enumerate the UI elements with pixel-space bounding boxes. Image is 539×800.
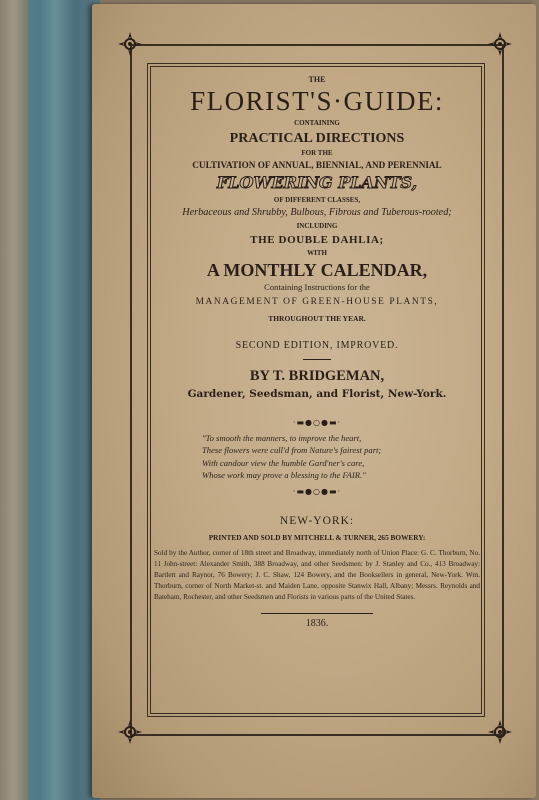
for-the-line: FOR THE (301, 149, 333, 157)
corner-ornament-icon (117, 31, 143, 57)
corner-ornament-icon (117, 719, 143, 745)
the-line: THE (308, 75, 326, 84)
throughout-year-line: THROUGHOUT THE YEAR. (268, 314, 366, 324)
different-classes-line: OF DIFFERENT CLASSES, (273, 196, 361, 205)
management-line: MANAGEMENT OF GREEN-HOUSE PLANTS, (195, 297, 439, 307)
sold-by-paragraph: Sold by the Author, corner of 18th street and Broadway, immediately north of Union Place: G. C. Thorburn, No. 11 John-street: Alexander Smith, 388 Broadway, and other Seedsmen: by J. Stanley and Co., 413 Broadway: Bartlett and Raynor, 76 Bowery; J. C. Shaw, 124 Bowery, and the Booksellers in general, New-York. Wm. Thorburn, corner of North Market-st. and Maiden Lane, opposite Stanwix Hall, Albany; Messrs. Reynolds and Bateham, Rochester, and other Seedsmen and Florists in various parts of the United States. (154, 548, 480, 602)
divider-rule (261, 613, 373, 614)
corner-ornament-icon (487, 719, 513, 745)
monthly-calendar-heading: A MONTHLY CALENDAR, (206, 260, 428, 281)
city-line: NEW-YORK: (279, 514, 355, 527)
plant-kinds-line: Herbaceous and Shrubby, Bulbous, Fibrous and Tuberous-rooted; (182, 207, 452, 219)
double-dahlia-line: THE DOUBLE DAHLIA; (250, 234, 384, 247)
ornament-divider: ·▬●○●▬· (292, 486, 342, 496)
printer-line: PRINTED AND SOLD BY MITCHELL & TURNER, 265 BOWERY: (208, 533, 426, 543)
poem-line: Whose work may prove a blessing to the FAIR." (202, 470, 366, 481)
divider-rule (303, 359, 331, 360)
poem-line: These flowers were cull'd from Nature's fairest part; (202, 445, 382, 456)
poem-line: With candour view the humble Gard'ner's care, (202, 457, 365, 468)
corner-ornament-icon (487, 31, 513, 57)
publication-year: 1836. (305, 618, 329, 630)
profession-line: Gardener, Seedsman, and Florist, New-York. (187, 388, 447, 401)
instructions-line: Containing Instructions for the (264, 282, 370, 293)
cultivation-line: CULTIVATION OF ANNUAL, BIENNIAL, AND PERENNIAL (192, 160, 442, 170)
spine-edge (0, 0, 28, 800)
including-line: INCLUDING (296, 222, 338, 231)
ornament-divider: ·▬●○●▬· (292, 417, 342, 427)
edition-line: SECOND EDITION, IMPROVED. (235, 339, 399, 351)
author-line: BY T. BRIDGEMAN, (249, 367, 385, 384)
title-page-content (150, 74, 484, 629)
poem-line: "To smooth the manners, to improve the heart, (202, 432, 362, 443)
containing-line: CONTAINING (294, 119, 340, 127)
flowering-plants-heading: FLOWERING PLANTS, (216, 173, 418, 193)
practical-directions: PRACTICAL DIRECTIONS (229, 131, 405, 146)
book-title: FLORIST'S·GUIDE: (190, 86, 444, 116)
epigraph-poem (150, 432, 484, 482)
with-line: WITH (307, 249, 327, 258)
